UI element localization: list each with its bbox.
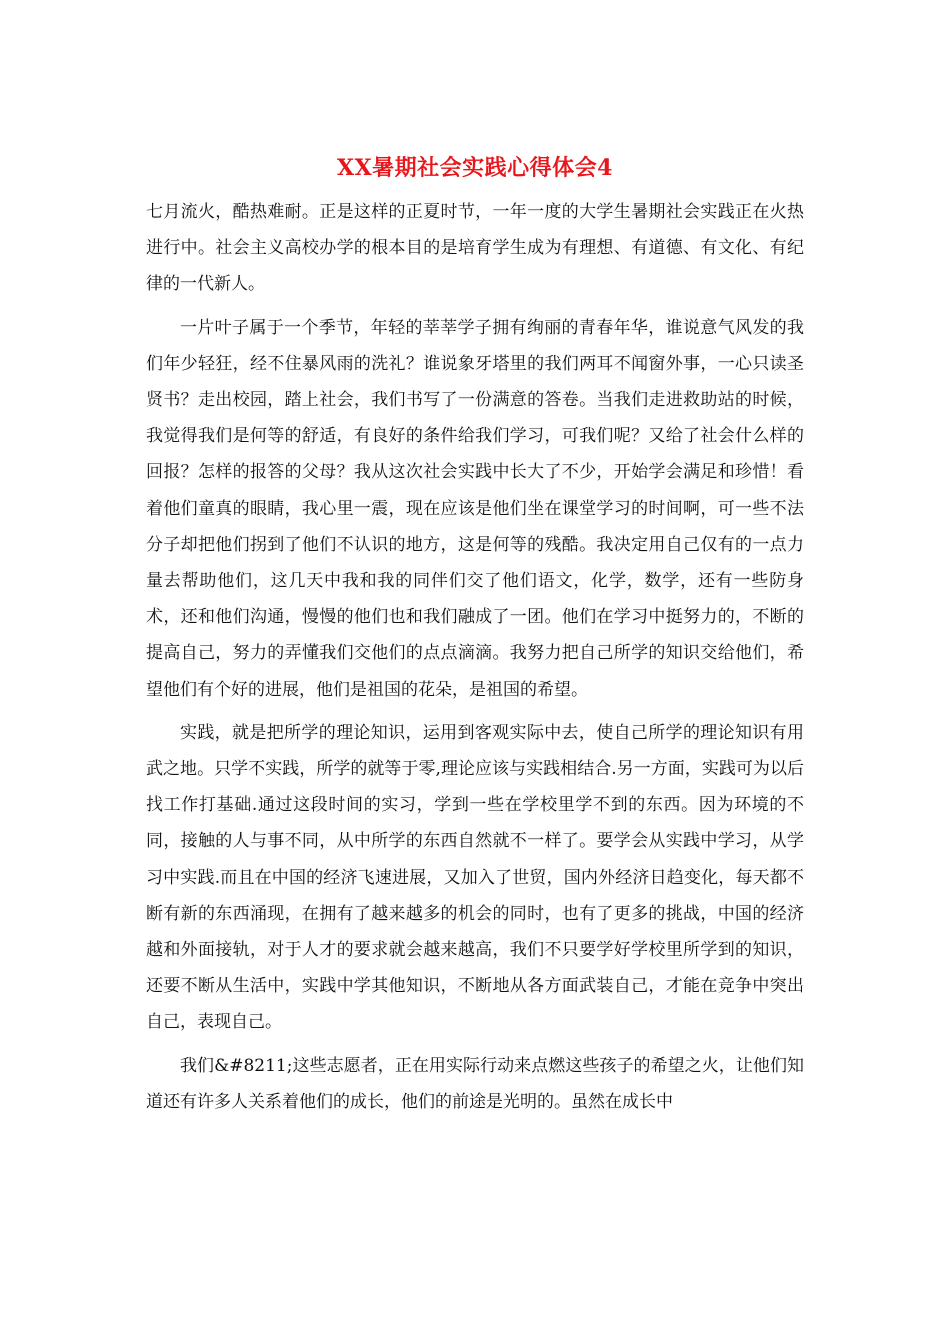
paragraph-practice: 实践，就是把所学的理论知识，运用到客观实际中去，使自己所学的理论知识有用武之地。只学不实践，所学的就等于零,理论应该与实践相结合.另一方面，实践可为以后找工作打基础.通过这段时间的实习，学到一些在学校里学不到的东西。因为环境的不同，接触的人与事不同，从中所学的东西自然就不一样了。要学会从实践中学习，从学习中实践.而且在中国的经济飞速进展，又加入了世贸，国内外经济日趋变化，每天都不断有新的东西涌现，在拥有了越来越多的机会的同时，也有了更多的挑战，中国的经济越和外面接轨，对于人才的要求就会越来越高，我们不只要学好学校里所学到的知识，还要不断从生活中，实践中学其他知识，不断地从各方面武装自己，才能在竞争中突出自己，表现自己。 [146, 722, 804, 1033]
paragraph-rescue-station: 一片叶子属于一个季节，年轻的莘莘学子拥有绚丽的青春年华，谁说意气风发的我们年少轻狂，经不住暴风雨的洗礼？谁说象牙塔里的我们两耳不闻窗外事，一心只读圣贤书？走出校园，踏上社会，我们书写了一份满意的答卷。当我们走进救助站的时候，我觉得我们是何等的舒适，有良好的条件给我们学习，可我们呢？又给了社会什么样的回报？怎样的报答的父母？我从这次社会实践中长大了不少，开始学会满足和珍惜！看着他们童真的眼睛，我心里一震，现在应该是他们坐在课堂学习的时间啊，可一些不法分子却把他们拐到了他们不认识的地方，这是何等的残酷。我决定用自己仅有的一点力量去帮助他们，这几天中我和我的同伴们交了他们语文，化学，数学，还有一些防身术，还和他们沟通，慢慢的他们也和我们融成了一团。他们在学习中挺努力的，不断的提高自己，努力的弄懂我们交他们的点点滴滴。我努力把自己所学的知识交给他们，希望他们有个好的进展，他们是祖国的花朵，是祖国的希望。 [146, 317, 804, 700]
document-body [146, 194, 804, 1127]
paragraph-volunteers: 我们&#8211;这些志愿者，正在用实际行动来点燃这些孩子的希望之火，让他们知道还有许多人关系着他们的成长，他们的前途是光明的。虽然在成长中 [146, 1055, 804, 1112]
paragraph-intro: 七月流火，酷热难耐。正是这样的正夏时节，一年一度的大学生暑期社会实践正在火热进行中。社会主义高校办学的根本目的是培育学生成为有理想、有道德、有文化、有纪律的一代新人。 [146, 202, 804, 295]
document-title: XX暑期社会实践心得体会4 [337, 155, 613, 181]
